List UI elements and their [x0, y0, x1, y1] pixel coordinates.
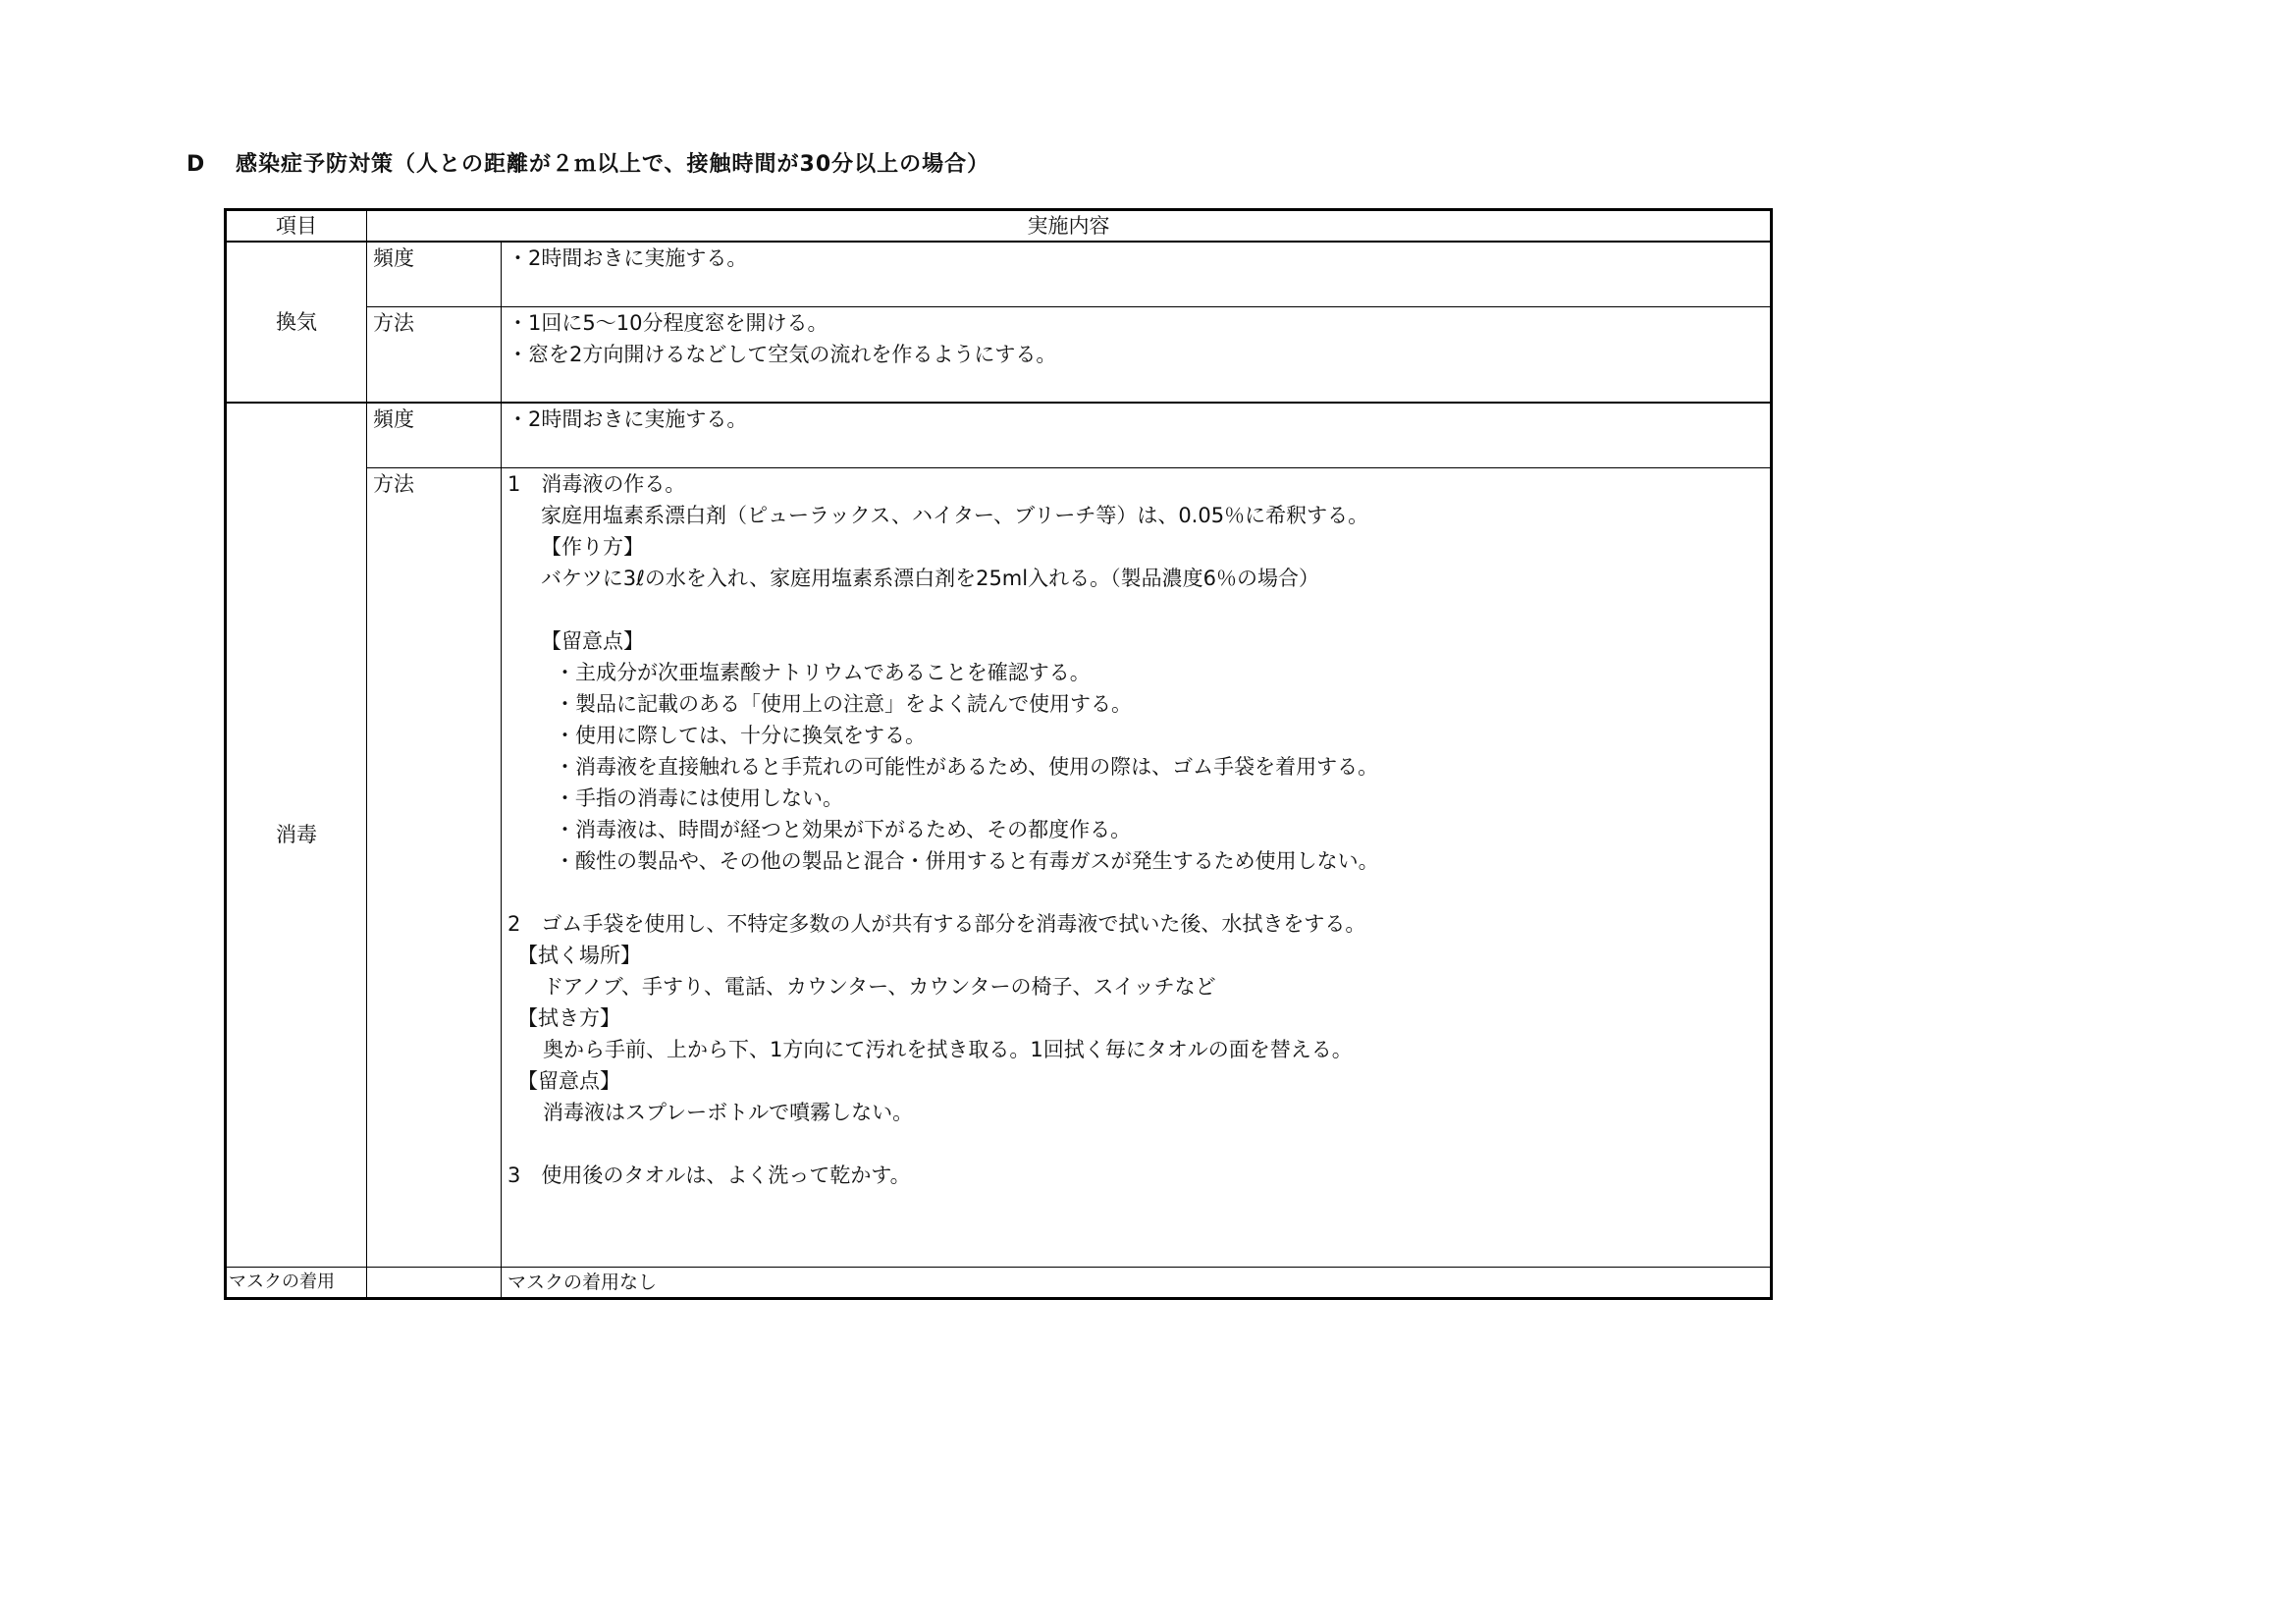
ventilation-method-text: [502, 306, 1772, 403]
method-line: ・製品に記載のある「使用上の注意」をよく読んで使用する。: [555, 691, 1132, 716]
method-line: ・使用に際しては、十分に換気をする。: [555, 723, 926, 747]
method-line: [507, 594, 1764, 625]
method-line: ・主成分が次亜塩素酸ナトリウムであることを確認する。: [555, 660, 1091, 684]
section-heading: [187, 147, 989, 178]
disinfection-frequency-label: 頻度: [367, 403, 502, 467]
disinfection-method-label: 方法: [367, 467, 502, 1267]
disinfection-frequency-text: ・2時間おきに実施する。: [502, 403, 1772, 467]
section-letter: D: [187, 152, 206, 177]
ventilation-frequency-label: 頻度: [367, 242, 502, 306]
method-line: バケツに3ℓの水を入れ、家庭用塩素系漂白剤を25ml入れる。（製品濃度6％の場合）: [541, 566, 1319, 590]
method-line: 【拭き方】: [517, 1005, 620, 1030]
ventilation-method-label: 方法: [367, 306, 502, 403]
ventilation-frequency-row: [226, 242, 1772, 306]
method-line: ・手指の消毒には使用しない。: [555, 785, 843, 810]
mask-item: マスクの着用: [226, 1267, 367, 1298]
disinfection-item: 消毒: [226, 403, 367, 1267]
header-content: 実施内容: [367, 210, 1772, 243]
method-line: [507, 877, 1764, 908]
ventilation-method-line: ・1回に5～10分程度窓を開ける。: [507, 310, 828, 335]
method-line: [507, 1128, 1764, 1160]
method-line: ・消毒液を直接触れると手荒れの可能性があるため、使用の際は、ゴム手袋を着用する。: [555, 754, 1379, 779]
disinfection-frequency-row: [226, 403, 1772, 467]
section-title: 感染症予防対策（人との距離が２ｍ以上で、接触時間が30分以上の場合）: [236, 152, 990, 177]
method-line: 2 ゴム手袋を使用し、不特定多数の人が共有する部分を消毒液で拭いた後、水拭きをする。: [507, 911, 1366, 936]
mask-sub: [367, 1267, 502, 1298]
ventilation-method-row: [226, 306, 1772, 403]
ventilation-method-line: ・窓を2方向開けるなどして空気の流れを作るようにする。: [507, 342, 1057, 366]
method-line: 【作り方】: [541, 534, 644, 559]
ventilation-frequency-text: ・2時間おきに実施する。: [502, 242, 1772, 306]
mask-row: [226, 1267, 1772, 1298]
method-line: 【留意点】: [541, 628, 644, 653]
method-line: ・消毒液は、時間が経つと効果が下がるため、その都度作る。: [555, 817, 1132, 841]
method-line: 消毒液はスプレーボトルで噴霧しない。: [543, 1100, 914, 1124]
method-line: 【留意点】: [517, 1068, 620, 1093]
method-line: 1 消毒液の作る。: [507, 471, 686, 496]
prevention-table: [224, 208, 1773, 1300]
disinfection-method-text: [502, 467, 1772, 1267]
disinfection-method-row: [226, 467, 1772, 1267]
method-line: ドアノブ、手すり、電話、カウンター、カウンターの椅子、スイッチなど: [543, 974, 1216, 999]
mask-content: マスクの着用なし: [502, 1267, 1772, 1298]
method-line: 3 使用後のタオルは、よく洗って乾かす。: [507, 1163, 911, 1187]
method-line: ・酸性の製品や、その他の製品と混合・併用すると有毒ガスが発生するため使用しない。: [555, 848, 1379, 873]
ventilation-item: 換気: [226, 242, 367, 403]
header-item: 項目: [226, 210, 367, 243]
method-line: 家庭用塩素系漂白剤（ピューラックス、ハイター、ブリーチ等）は、0.05％に希釈する。: [541, 503, 1369, 527]
header-row: [226, 210, 1772, 243]
method-line: 奥から手前、上から下、1方向にて汚れを拭き取る。1回拭く毎にタオルの面を替える。: [543, 1037, 1353, 1061]
method-line: 【拭く場所】: [517, 943, 641, 967]
